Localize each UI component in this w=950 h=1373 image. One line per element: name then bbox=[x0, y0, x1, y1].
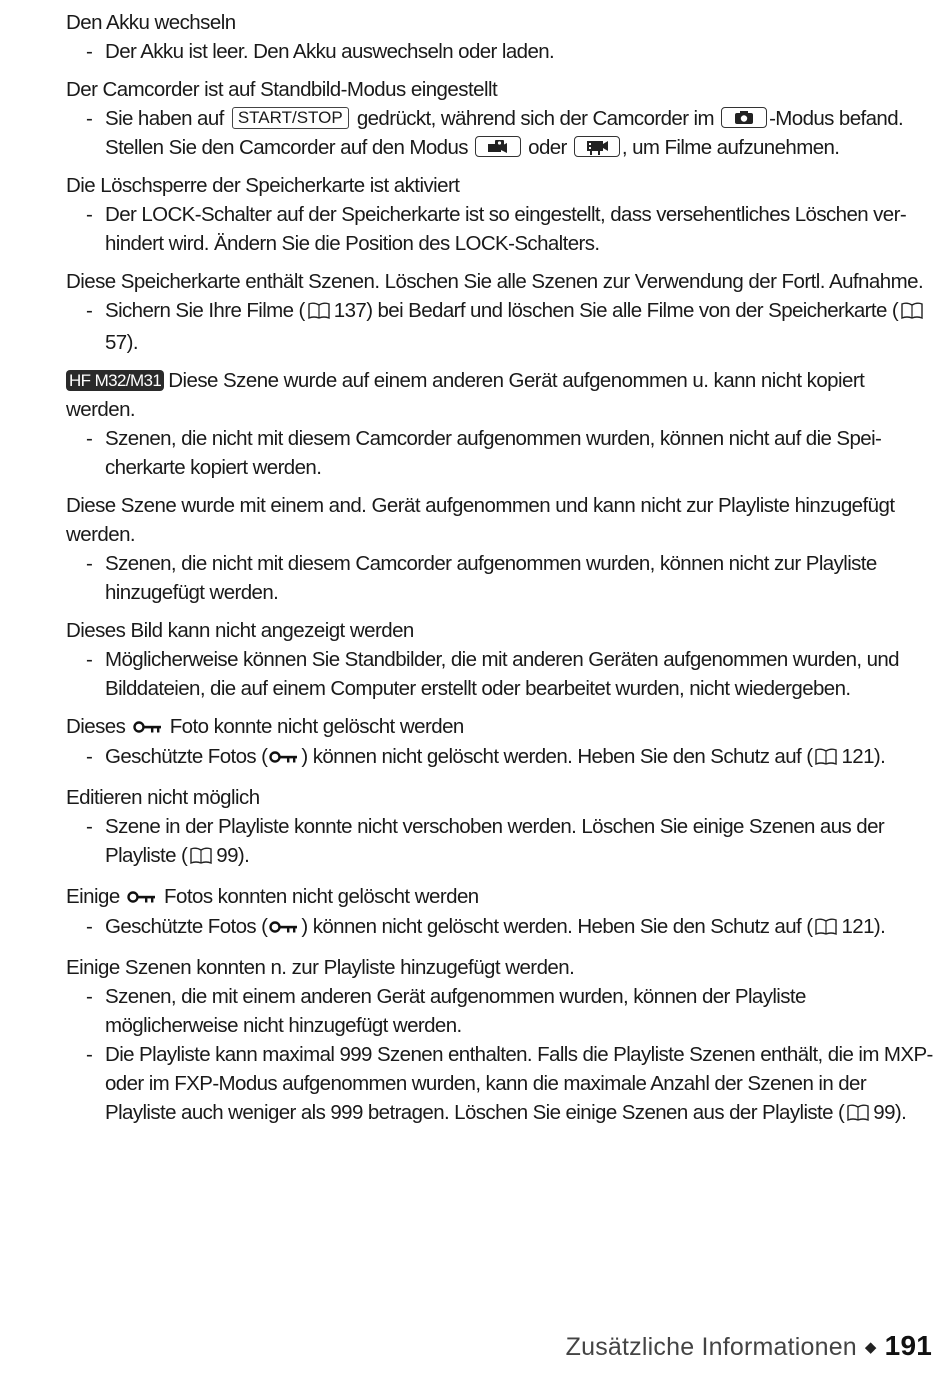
item-text: Sie haben auf bbox=[105, 107, 224, 130]
item-text: Geschützte Fotos ( bbox=[105, 745, 268, 768]
entry-heading: Diese Szene wurde mit einem and. Gerät aufgenommen und kann nicht zur Playliste hinzugefügt werden. bbox=[66, 494, 895, 546]
book-reference-icon bbox=[814, 745, 838, 774]
entry-bild-anzeigen bbox=[66, 616, 936, 703]
item-text: ). bbox=[873, 745, 886, 768]
item-text: ) können nicht gelöscht werden. Heben Sie den Schutz auf ( bbox=[301, 745, 813, 768]
heading-text: Fotos konnten nicht gelöscht werden bbox=[164, 885, 479, 908]
item-text: -Modus befand. Stellen Sie den Camcorder auf den Modus bbox=[105, 107, 904, 159]
book-reference-icon bbox=[307, 299, 331, 328]
entry-heading bbox=[66, 366, 936, 424]
list-item bbox=[66, 200, 936, 258]
entry-heading: Dieses Bild kann nicht angezeigt werden bbox=[66, 619, 414, 642]
entry-loeschsperre bbox=[66, 171, 936, 258]
list-item bbox=[66, 1040, 936, 1130]
protect-key-icon bbox=[127, 883, 157, 912]
entry-fotos-loeschen bbox=[66, 882, 936, 944]
item-text: Möglicherweise können Sie Standbilder, die mit anderen Geräten aufgenommen wurden, und Bilddateien, die auf einem Computer erstellt oder bearbeitet wurden, nicht wiedergeben. bbox=[105, 648, 899, 700]
item-text: Die Playliste kann maximal 999 Szenen enthalten. Falls die Playliste Szenen enthält, die im MXP- oder im FXP-Modus aufgenommen wurden, kann die maximale Anzahl der Szenen in der Playliste auch weniger als 999 betragen. Löschen Sie einige Szenen aus der Playliste ( bbox=[105, 1043, 933, 1124]
protect-key-icon bbox=[269, 913, 299, 942]
item-text: Szenen, die nicht mit diesem Camcorder aufgenommen wurden, können nicht zur Playliste hinzugefügt werden. bbox=[105, 552, 877, 604]
bullet-dash: - bbox=[86, 745, 93, 768]
item-text: Sichern Sie Ihre Filme ( bbox=[105, 299, 305, 322]
list-item bbox=[66, 104, 936, 162]
item-text: ) können nicht gelöscht werden. Heben Sie den Schutz auf ( bbox=[301, 915, 813, 938]
list-item bbox=[66, 982, 936, 1040]
photo-mode-icon bbox=[721, 107, 767, 128]
item-text: ). bbox=[126, 331, 138, 354]
heading-text: Foto konnte nicht gelöscht werden bbox=[169, 715, 464, 738]
list-item bbox=[66, 424, 936, 482]
movie-mode-icon bbox=[574, 136, 620, 157]
model-badge: HF M32/M31 bbox=[66, 370, 164, 391]
bullet-dash: - bbox=[86, 648, 93, 671]
entry-heading: Einige Szenen konnten n. zur Playliste hinzugefügt werden. bbox=[66, 956, 575, 979]
item-text: Der Akku ist leer. Den Akku auswechseln oder laden. bbox=[105, 40, 555, 63]
item-text: ) bei Bedarf und löschen Sie alle Filme von der Speicherkarte ( bbox=[366, 299, 899, 322]
item-text: ). bbox=[873, 915, 886, 938]
diamond-separator-icon: ◆ bbox=[864, 1339, 877, 1356]
entry-standbild bbox=[66, 75, 936, 162]
bullet-dash: - bbox=[86, 1043, 93, 1066]
item-text: ). bbox=[237, 844, 250, 867]
bullet-dash: - bbox=[86, 203, 93, 226]
page-content bbox=[66, 8, 936, 1139]
heading-text: Einige bbox=[66, 885, 120, 908]
entry-einige-szenen bbox=[66, 953, 936, 1130]
list-item bbox=[66, 912, 936, 944]
entry-speicherkarte-szenen bbox=[66, 267, 936, 357]
entry-heading bbox=[66, 712, 936, 742]
page-ref[interactable]: 99 bbox=[216, 844, 238, 867]
list-item bbox=[66, 812, 936, 873]
bullet-dash: - bbox=[86, 299, 93, 322]
page-number: 191 bbox=[884, 1330, 932, 1361]
book-reference-icon bbox=[900, 299, 924, 328]
bullet-dash: - bbox=[86, 427, 93, 450]
entry-playliste-hinzufuegen bbox=[66, 491, 936, 607]
bullet-dash: - bbox=[86, 552, 93, 575]
entry-heading: Der Camcorder ist auf Standbild-Modus eingestellt bbox=[66, 78, 498, 101]
item-text: ). bbox=[894, 1101, 907, 1124]
page-ref[interactable]: 121 bbox=[841, 745, 874, 768]
entry-heading: Diese Speicherkarte enthält Szenen. Löschen Sie alle Szenen zur Verwendung der Fortl. Aufnahme. bbox=[66, 270, 924, 293]
entry-heading: Editieren nicht möglich bbox=[66, 786, 260, 809]
page-ref[interactable]: 121 bbox=[841, 915, 874, 938]
item-text: Geschützte Fotos ( bbox=[105, 915, 268, 938]
heading-text: Diese Szene wurde auf einem anderen Gerät aufgenommen u. kann nicht kopiert werden. bbox=[66, 369, 865, 421]
page-ref[interactable]: 99 bbox=[873, 1101, 895, 1124]
list-item bbox=[66, 742, 936, 774]
bullet-dash: - bbox=[86, 107, 93, 130]
protect-key-icon bbox=[269, 743, 299, 772]
heading-text: Dieses bbox=[66, 715, 126, 738]
item-text: Szenen, die nicht mit diesem Camcorder aufgenommen wurden, können nicht auf die Spei-cherkarte kopiert werden. bbox=[105, 427, 882, 479]
item-text: Szene in der Playliste konnte nicht verschoben werden. Löschen Sie einige Szenen aus der Playliste ( bbox=[105, 815, 885, 867]
entry-heading: Die Löschsperre der Speicherkarte ist aktiviert bbox=[66, 174, 460, 197]
book-reference-icon bbox=[846, 1101, 870, 1130]
book-reference-icon bbox=[814, 915, 838, 944]
protect-key-icon bbox=[133, 713, 163, 742]
page-ref[interactable]: 57 bbox=[105, 331, 127, 354]
list-item bbox=[66, 645, 936, 703]
page-ref[interactable]: 137 bbox=[333, 299, 367, 322]
item-text: gedrückt, während sich der Camcorder im bbox=[356, 107, 714, 130]
item-text: Szenen, die mit einem anderen Gerät aufgenommen wurden, können der Playliste möglicherweise nicht hinzugefügt werden. bbox=[105, 985, 806, 1037]
list-item bbox=[66, 549, 936, 607]
list-item bbox=[66, 296, 936, 357]
list-item bbox=[66, 37, 936, 66]
footer-section-title: Zusätzliche Informationen bbox=[565, 1333, 857, 1361]
entry-heading bbox=[66, 882, 936, 912]
bullet-dash: - bbox=[86, 40, 93, 63]
dual-mode-icon bbox=[475, 136, 521, 157]
item-text: , um Filme aufzunehmen. bbox=[621, 136, 840, 159]
book-reference-icon bbox=[189, 844, 213, 873]
item-text: oder bbox=[528, 136, 567, 159]
page-footer bbox=[566, 1330, 932, 1362]
entry-akku bbox=[66, 8, 936, 66]
start-stop-key: START/STOP bbox=[232, 107, 349, 129]
entry-foto-loeschen bbox=[66, 712, 936, 774]
bullet-dash: - bbox=[86, 915, 93, 938]
entry-kopieren bbox=[66, 366, 936, 482]
item-text: Der LOCK-Schalter auf der Speicherkarte ist so eingestellt, dass versehentliches Löschen ver-hindert wird. Ändern Sie die Position des LOCK-Schalters. bbox=[105, 203, 907, 255]
bullet-dash: - bbox=[86, 815, 93, 838]
entry-editieren bbox=[66, 783, 936, 873]
bullet-dash: - bbox=[86, 985, 93, 1008]
entry-heading: Den Akku wechseln bbox=[66, 11, 236, 34]
